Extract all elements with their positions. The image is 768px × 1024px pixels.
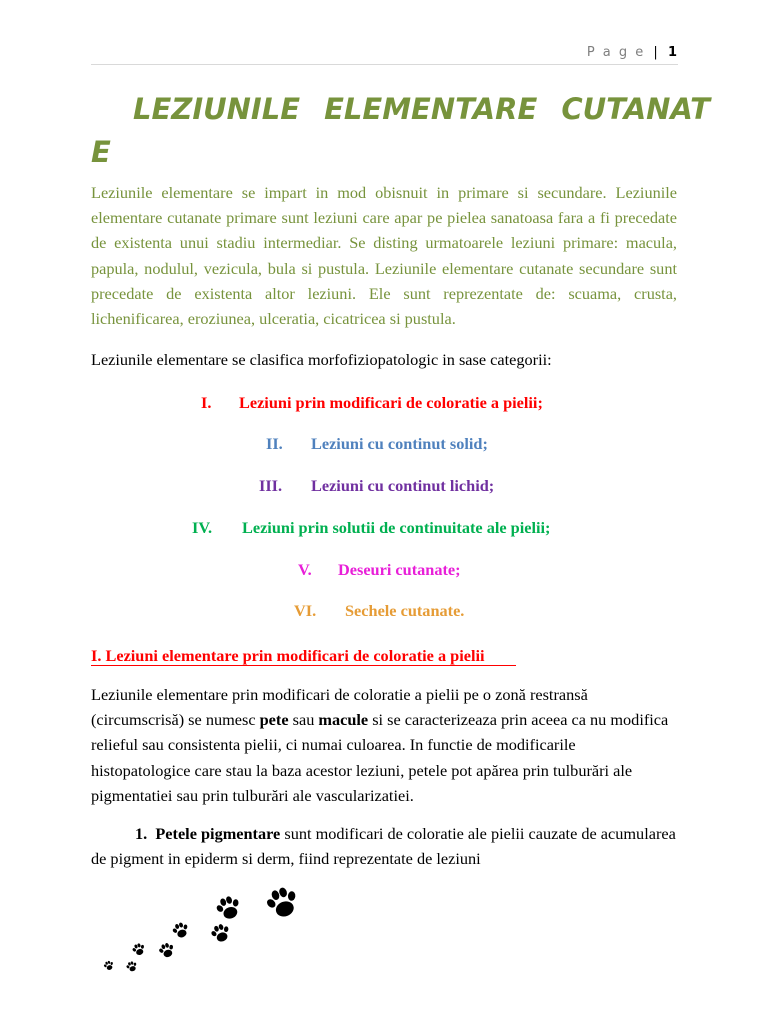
category-item (0, 391, 768, 415)
category-numeral: IV. (192, 518, 213, 537)
section-text-3: si se caracterizeaza prin aceea ca nu modifica relieful sau consistenta pielii, ci numai culoarea. In functie de modificarile histopatologice care stau la baza acestor leziuni, petele pot apărea prin tulburări ale pigmentatiei sau prin tulburări ale vascularizatiei. (91, 710, 669, 805)
section-heading-text: I. Leziuni elementare prin modificari de coloratie a pielii (91, 646, 485, 665)
section-heading (91, 644, 485, 668)
term-petele-pigmentare: Petele pigmentare (155, 824, 281, 843)
title-line-1: LEZIUNILE ELEMENTARE CUTANAT (133, 92, 710, 126)
section-paragraph (91, 682, 677, 808)
page-number: 1 (667, 45, 677, 60)
category-text: Deseuri cutanate; (338, 560, 461, 579)
category-item (0, 558, 768, 582)
category-numeral: III. (259, 476, 283, 495)
category-item (0, 432, 768, 456)
category-text: Leziuni cu continut lichid; (311, 476, 495, 495)
category-numeral: I. (201, 393, 212, 412)
page-separator: | (653, 45, 660, 60)
category-text: Leziuni cu continut solid; (311, 434, 488, 453)
category-numeral: II. (266, 434, 283, 453)
intro-paragraph: Leziunile elementare se impart in mod obisnuit in primare si secundare. Leziunile elementare cutanate primare sunt leziuni care apar pe pielea sanatoasa fara a fi precedate de existenta unui stadiu intermediar. Se disting urmatoarele leziuni primare: macula, papula, nodulul, vezicula, bula si pustula. Leziunile elementare cutanate secundare sunt precedate de existenta altor leziuni. Ele sunt reprezentate de: scuama, crusta, lichenificarea, eroziunea, ulceratia, cicatricea si pustula. (91, 183, 677, 329)
paw-prints-icon (91, 878, 316, 988)
category-text: Leziuni prin solutii de continuitate ale pielii; (242, 518, 551, 537)
category-text: Leziuni prin modificari de coloratie a pielii; (239, 393, 543, 412)
section-text-1: Leziunile elementare prin modificari de coloratie a pielii pe o zonă restransă (circumscrisă) se numesc (91, 685, 588, 730)
section-heading-underline (91, 665, 516, 666)
list-number: 1. (135, 824, 148, 843)
page-header (587, 45, 677, 60)
category-item (0, 474, 768, 498)
page-label: P a g e (586, 45, 646, 60)
category-item (0, 516, 768, 540)
title-line-2: E (91, 135, 111, 169)
page-title (91, 88, 710, 174)
category-text: Sechele cutanate. (345, 601, 465, 620)
numbered-paragraph (91, 821, 677, 871)
term-pete: pete (259, 710, 289, 730)
term-macule: macule (318, 710, 369, 730)
category-numeral: VI. (294, 601, 317, 620)
category-numeral: V. (298, 560, 312, 579)
numbered-paragraph-text: sunt modificari de coloratie ale pielii cauzate de acumularea de pigment in epiderm si derm, fiind reprezentate de leziuni (91, 824, 676, 869)
category-item (0, 599, 768, 623)
section-text-2: sau (288, 710, 319, 730)
header-rule (91, 64, 678, 65)
classification-intro: Leziunile elementare se clasifica morfofiziopatologic in sase categorii: (91, 350, 552, 369)
